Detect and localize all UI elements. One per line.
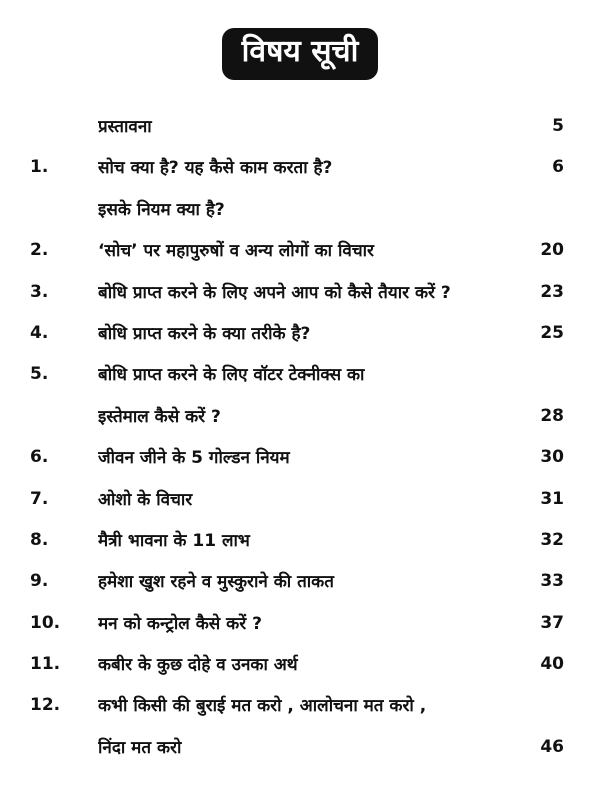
toc-title: मैत्री भावना के 11 लाभ bbox=[98, 530, 250, 551]
toc-page: 20 bbox=[540, 240, 564, 261]
toc-page: 23 bbox=[540, 281, 564, 302]
toc-title: जीवन जीने के 5 गोल्डन नियम bbox=[98, 448, 290, 469]
toc-title: बोधि प्राप्त करने के लिए वॉटर टेक्नीक्स का bbox=[98, 365, 365, 386]
toc-title: ‘सोच’ पर महापुरुषों व अन्य लोगों का विचार bbox=[98, 241, 374, 262]
toc-row[interactable] bbox=[0, 230, 600, 271]
toc-number: 3. bbox=[30, 281, 49, 302]
toc-row[interactable] bbox=[0, 520, 600, 561]
toc-row[interactable] bbox=[0, 272, 600, 313]
toc-row[interactable] bbox=[0, 313, 600, 354]
toc-title: मन को कन्ट्रोल कैसे करें ? bbox=[98, 613, 262, 634]
toc-title: प्रस्तावना bbox=[98, 117, 152, 137]
toc-row[interactable] bbox=[0, 685, 600, 726]
toc-page: 31 bbox=[540, 488, 564, 509]
toc-page: 33 bbox=[540, 571, 564, 592]
toc-number: 8. bbox=[30, 529, 49, 550]
toc-title: ओशो के विचार bbox=[98, 489, 193, 510]
toc-row[interactable] bbox=[0, 644, 600, 685]
toc-page: 40 bbox=[540, 654, 564, 675]
toc-page: 46 bbox=[540, 736, 564, 757]
toc-title: कबीर के कुछ दोहे व उनका अर्थ bbox=[98, 655, 298, 676]
toc-page: 28 bbox=[540, 405, 564, 426]
toc-title: इस्तेमाल कैसे करें ? bbox=[98, 406, 221, 427]
toc-row[interactable] bbox=[0, 106, 600, 147]
toc-number: 11. bbox=[30, 654, 61, 675]
toc-number: 9. bbox=[30, 571, 49, 592]
toc-title: सोच क्या है? यह कैसे काम करता है? bbox=[98, 158, 333, 179]
toc-number: 6. bbox=[30, 447, 49, 468]
toc-row[interactable] bbox=[0, 727, 600, 768]
toc-row[interactable] bbox=[0, 147, 600, 188]
toc-title: बोधि प्राप्त करने के लिए अपने आप को कैसे तैयार करें ? bbox=[98, 282, 451, 303]
toc-page: 32 bbox=[540, 529, 564, 550]
toc-title: हमेशा खुश रहने व मुस्कुराने की ताकत bbox=[98, 572, 334, 593]
toc-row[interactable] bbox=[0, 437, 600, 478]
toc-page: 25 bbox=[540, 322, 564, 343]
toc-row[interactable] bbox=[0, 189, 600, 230]
toc-number: 5. bbox=[30, 364, 49, 385]
toc-number: 12. bbox=[30, 695, 61, 716]
table-of-contents bbox=[0, 106, 600, 768]
toc-row[interactable] bbox=[0, 561, 600, 602]
toc-page: 37 bbox=[540, 612, 564, 633]
toc-row[interactable] bbox=[0, 479, 600, 520]
toc-number: 7. bbox=[30, 488, 49, 509]
toc-page: 30 bbox=[540, 447, 564, 468]
toc-row[interactable] bbox=[0, 396, 600, 437]
toc-row[interactable] bbox=[0, 603, 600, 644]
toc-number: 10. bbox=[30, 612, 61, 633]
toc-number: 1. bbox=[30, 157, 49, 178]
toc-page: 5 bbox=[552, 116, 564, 136]
toc-page: 6 bbox=[552, 157, 564, 178]
toc-title: इसके नियम क्या है? bbox=[98, 199, 225, 220]
toc-title: कभी किसी की बुराई मत करो , आलोचना मत करो , bbox=[98, 696, 427, 717]
toc-title: बोधि प्राप्त करने के क्या तरीके है? bbox=[98, 323, 311, 344]
toc-title: निंदा मत करो bbox=[98, 737, 182, 758]
toc-number: 2. bbox=[30, 240, 49, 261]
toc-number: 4. bbox=[30, 322, 49, 343]
toc-row[interactable] bbox=[0, 354, 600, 395]
page-title: विषय सूची bbox=[222, 28, 379, 80]
title-container bbox=[0, 28, 600, 80]
